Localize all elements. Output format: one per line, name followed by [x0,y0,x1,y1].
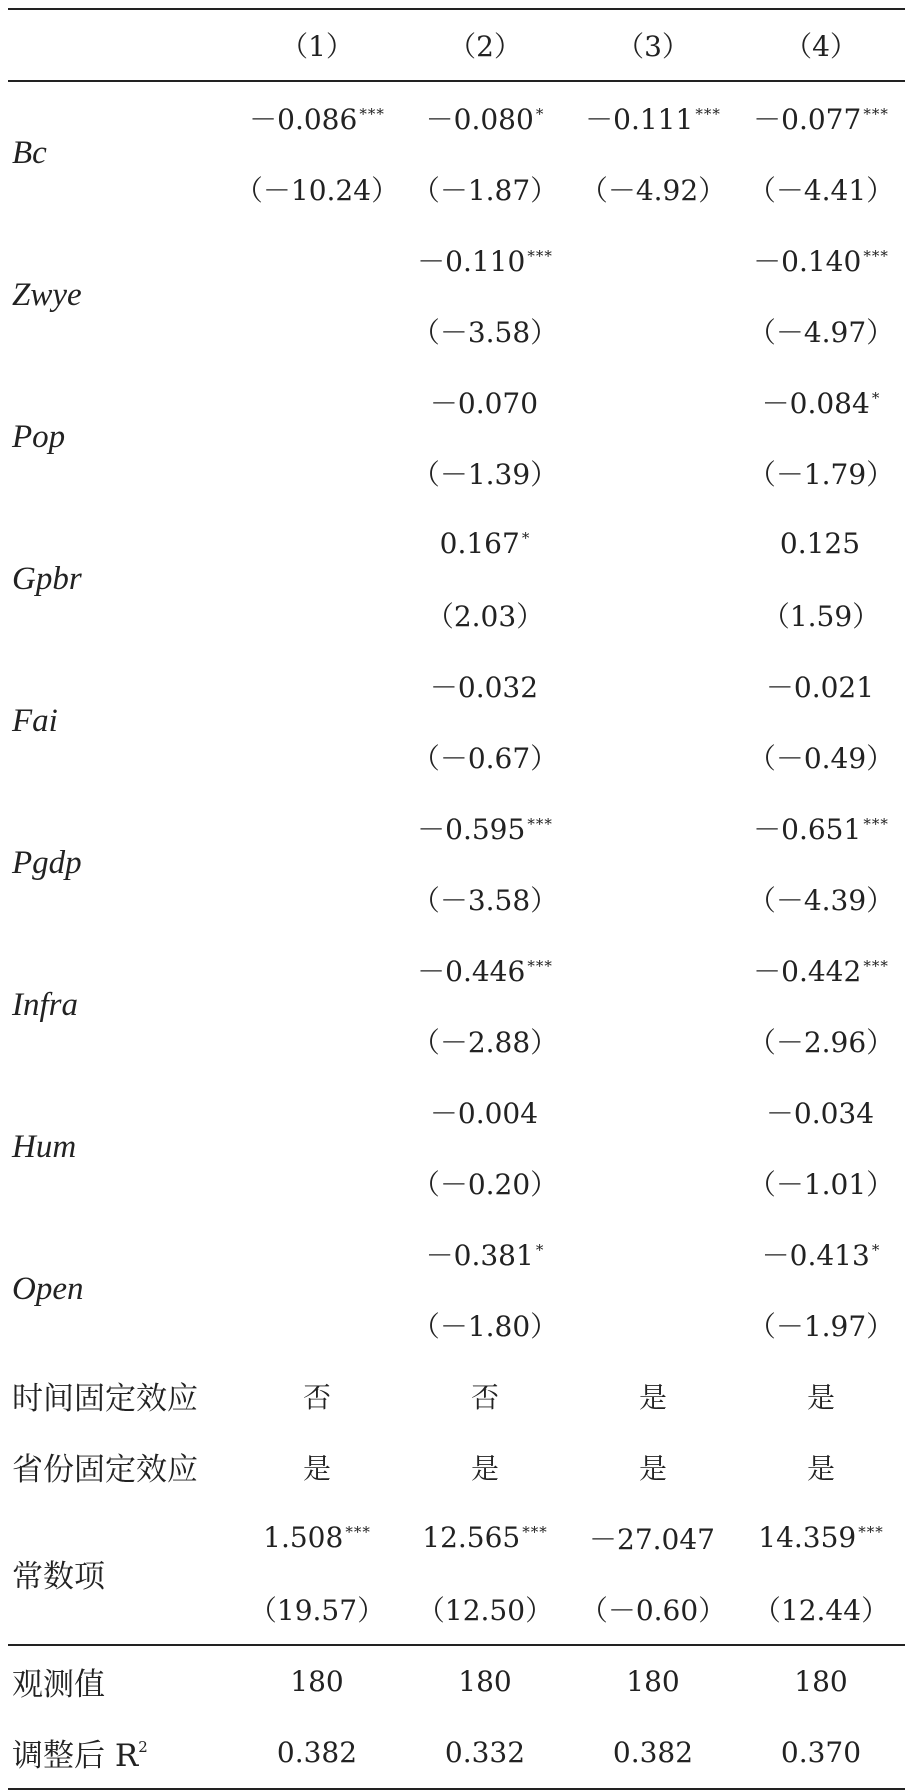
t-stat-cell: （－1.39） [411,457,559,491]
fixed-effect-value: 是 [806,1451,835,1485]
coef-cell [401,81,569,153]
t-stat-cell [569,579,737,650]
coef-cell [569,1502,737,1573]
t-stat-cell [233,1147,401,1218]
coef-cell [569,1076,737,1147]
r2-label [8,1717,233,1789]
coef-row [8,934,905,1005]
coef-cell [737,1218,905,1289]
variable-label: Zwye [12,276,82,313]
coef-cell [569,934,737,1005]
coef-cell [233,1218,401,1289]
variable-label: Bc [12,134,47,171]
observations-label: 观测值 [8,1645,233,1717]
coef-value: －0.442 [753,954,862,988]
observations-value: 180 [737,1645,905,1717]
coef-value: －0.080 [425,102,534,136]
t-stat-cell: （－0.49） [747,741,895,775]
variable-label: Pop [12,418,66,455]
variable-label: Open [12,1270,84,1307]
coef-row [8,508,905,579]
fixed-effect-label: 时间固定效应 [12,1381,198,1417]
t-stat-cell: （12.50） [416,1593,554,1627]
coef-row [8,650,905,721]
fixed-effect-value: 否 [302,1380,331,1414]
coef-cell [401,1218,569,1289]
coef-cell [569,508,737,579]
coef-value: －0.381 [425,1238,534,1272]
t-stat-cell: （－4.97） [747,315,895,349]
coef-cell [233,1076,401,1147]
coef-cell [233,366,401,437]
fixed-effect-value: 否 [470,1380,499,1414]
t-stat-cell [233,437,401,508]
coef-row [8,224,905,295]
t-stat-cell: （－2.96） [747,1025,895,1059]
significance-stars: * [871,1240,881,1259]
t-stat-cell: （1.59） [761,599,881,633]
coef-cell [401,1502,569,1573]
observations-row [8,1645,905,1717]
significance-stars: * [871,388,881,407]
variable-label: Hum [12,1128,77,1165]
fixed-effect-value: 是 [806,1380,835,1414]
variable-label: Pgdp [12,844,82,881]
t-stat-cell: （2.03） [425,599,545,633]
coef-cell [233,934,401,1005]
coef-cell [569,792,737,863]
coef-row [8,1076,905,1147]
coef-cell [569,224,737,295]
coef-value: －0.651 [753,812,862,846]
fixed-effect-row [8,1360,905,1431]
coef-value: 1.508 [263,1521,344,1554]
coef-row [8,81,905,153]
header-corner [8,9,233,81]
coef-value: －0.034 [765,1096,875,1130]
t-stat-cell: （－1.01） [747,1167,895,1201]
t-stat-cell: （－3.58） [411,315,559,349]
r2-superscript: 2 [138,1738,148,1756]
significance-stars: * [535,104,545,123]
t-stat-cell [569,721,737,792]
t-stat-cell: （－1.87） [411,173,559,207]
t-stat-cell [569,1147,737,1218]
observations-value: 180 [233,1645,401,1717]
coef-value: －0.077 [753,102,862,136]
coef-cell [401,508,569,579]
r2-label-text: 调整后 R [12,1738,139,1774]
r2-value: 0.382 [233,1717,401,1789]
variable-label: Infra [12,986,78,1023]
coef-cell [233,81,401,153]
coef-cell [401,224,569,295]
significance-stars: *** [863,246,889,265]
t-stat-cell: （－0.67） [411,741,559,775]
t-stat-cell: （－3.58） [411,883,559,917]
t-stat-cell: （－1.80） [411,1309,559,1343]
t-stat-cell: （－10.24） [234,173,400,207]
coef-cell [737,224,905,295]
coef-cell [401,366,569,437]
significance-stars: *** [863,104,889,123]
coef-value: －0.004 [429,1096,539,1130]
t-stat-cell [569,1289,737,1360]
significance-stars: * [521,529,531,547]
coef-cell [401,1076,569,1147]
coef-cell [737,81,905,153]
significance-stars: *** [863,956,889,975]
constant-row [8,1502,905,1573]
fixed-effect-label: 省份固定效应 [12,1452,198,1488]
coef-value: －0.086 [249,102,358,136]
header-row [8,9,905,81]
r2-value: 0.370 [737,1717,905,1789]
coef-cell [737,650,905,721]
coef-cell [233,1502,401,1573]
observations-value: 180 [569,1645,737,1717]
t-stat-cell: （－0.60） [579,1593,727,1627]
t-stat-cell [233,1289,401,1360]
coef-cell [233,508,401,579]
coef-cell [401,792,569,863]
coef-value: －0.413 [761,1238,870,1272]
coef-cell [569,366,737,437]
t-stat-cell: （19.57） [248,1593,386,1627]
t-stat-cell [233,1005,401,1076]
coef-value: 0.125 [779,527,861,560]
significance-stars: *** [863,814,889,833]
significance-stars: *** [522,1523,548,1541]
significance-stars: *** [359,104,385,123]
observations-value: 180 [401,1645,569,1717]
coef-value: 12.565 [422,1521,521,1554]
significance-stars: *** [345,1523,371,1541]
t-stat-cell [569,1005,737,1076]
coef-cell [737,1076,905,1147]
t-stat-cell [233,863,401,934]
r2-value: 0.382 [569,1717,737,1789]
t-stat-cell [569,863,737,934]
variable-label: Fai [12,702,58,739]
variable-label: Gpbr [12,560,82,597]
t-stat-cell: （－4.41） [747,173,895,207]
t-stat-cell: （12.44） [752,1593,890,1627]
coef-value: －0.084 [761,386,870,420]
coef-value: －0.070 [429,386,539,420]
fixed-effect-value: 是 [638,1451,667,1485]
coef-row [8,1218,905,1289]
coef-value: －0.110 [417,244,526,278]
coef-cell [401,650,569,721]
fixed-effect-value: 是 [638,1380,667,1414]
coef-value: －0.595 [417,812,526,846]
coef-cell [233,650,401,721]
t-stat-cell [569,437,737,508]
coef-cell [737,792,905,863]
coef-value: 0.167 [439,527,520,560]
fixed-effect-value: 是 [470,1451,499,1485]
column-header: （2） [401,9,569,81]
t-stat-cell: （－4.39） [747,883,895,917]
coef-cell [569,650,737,721]
coef-cell [401,934,569,1005]
column-header: （3） [569,9,737,81]
fixed-effect-value: 是 [302,1451,331,1485]
coef-value: －27.047 [589,1522,715,1556]
fixed-effect-row [8,1431,905,1502]
coef-value: －0.111 [585,102,694,136]
t-stat-cell [233,579,401,650]
coef-cell [233,224,401,295]
coef-cell [737,934,905,1005]
t-stat-cell [233,721,401,792]
r2-row [8,1717,905,1789]
significance-stars: *** [527,814,553,833]
significance-stars: *** [527,956,553,975]
coef-cell [737,366,905,437]
coef-value: －0.032 [429,670,539,704]
column-header: （4） [737,9,905,81]
constant-label: 常数项 [12,1558,105,1595]
t-stat-cell: （－1.79） [747,457,895,491]
coef-cell [569,81,737,153]
t-stat-cell: （－4.92） [579,173,727,207]
significance-stars: *** [858,1523,884,1541]
coef-cell [569,1218,737,1289]
regression-table [8,8,905,1790]
coef-value: 14.359 [758,1521,857,1554]
significance-stars: *** [527,246,553,265]
column-header: （1） [233,9,401,81]
t-stat-cell: （－1.97） [747,1309,895,1343]
coef-row [8,792,905,863]
significance-stars: *** [695,104,721,123]
r2-value: 0.332 [401,1717,569,1789]
t-stat-cell: （－2.88） [411,1025,559,1059]
t-stat-cell: （－0.20） [411,1167,559,1201]
coef-cell [737,508,905,579]
coef-row [8,366,905,437]
significance-stars: * [535,1240,545,1259]
coef-value: －0.140 [753,244,862,278]
coef-value: －0.446 [417,954,526,988]
t-stat-cell [233,295,401,366]
coef-cell [737,1502,905,1573]
t-stat-cell [569,295,737,366]
coef-cell [233,792,401,863]
coef-value: －0.021 [765,670,875,704]
